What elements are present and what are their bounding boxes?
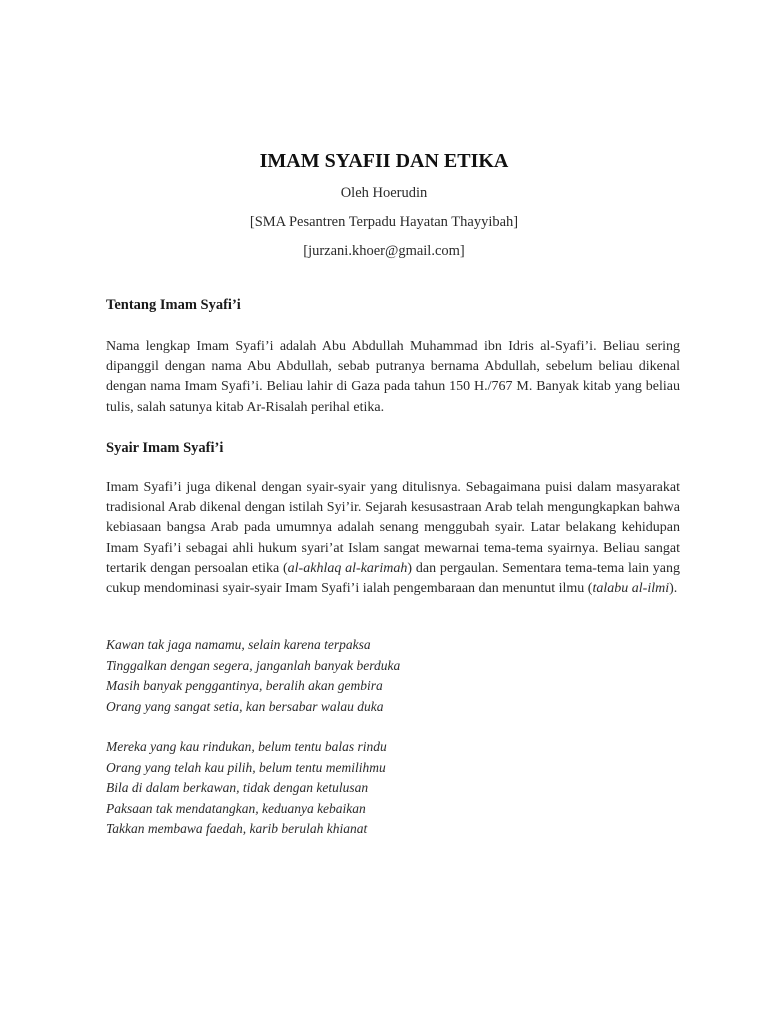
poem-stanza-1 — [106, 635, 400, 717]
paragraph-poetry — [106, 478, 680, 599]
paragraph-text: Imam Syafi’i juga dikenal dengan syair-syair yang ditulisnya. Sebagaimana puisi dalam masyarakat tradisional Arab dikenal dengan istilah Syi’ir. Sejarah kesusastraan Arab telah mengungkapkan bahwa kebiasaan bangsa Arab pada umumnya adalah senang menggubah syair. Latar belakang kehidupan Imam Syafi’i sebagai ahli hukum syari’at Islam sangat mewarnai tema-tema syairnya. Beliau sangat tertarik dengan persoalan etika ( — [106, 480, 680, 576]
poem-line: Kawan tak jaga namamu, selain karena terpaksa — [106, 637, 371, 652]
poem-line: Orang yang telah kau pilih, belum tentu memilihmu — [106, 759, 386, 775]
paragraph-about: Nama lengkap Imam Syafi’i adalah Abu Abdullah Muhammad ibn Idris al-Syafi’i. Beliau sering dipanggil dengan nama Abu Abdullah, sebab putranya bernama Abdullah, sebelum beliau dikenal dengan nama Imam Syafi’i. Beliau lahir di Gaza pada tahun 150 H./767 M. Banyak kitab yang beliau tulis, salah satunya kitab Ar-Risalah perihal etika. — [106, 339, 680, 415]
italic-term: al-akhlaq al-karimah — [287, 560, 408, 576]
poem-line: Paksaan tak mendatangkan, keduanya kebaikan — [106, 800, 366, 816]
email-line: [jurzani.khoer@gmail.com] — [303, 243, 465, 259]
poem-line: Masih banyak penggantinya, beralih akan gembira — [106, 678, 383, 693]
section-heading-about: Tentang Imam Syafi’i — [106, 297, 241, 313]
paragraph-text: ) dan pergaulan. Sementara tema-tema lain yang cukup mendominasi syair-syair Imam Syafi’i ialah pengembaraan dan menuntut ilmu ( — [106, 560, 681, 597]
poem-line: Tinggalkan dengan segera, janganlah banyak berduka — [106, 657, 401, 673]
school-line: [SMA Pesantren Terpadu Hayatan Thayyibah] — [249, 214, 519, 230]
italic-term: talabu al-ilmi — [592, 581, 670, 597]
poem-line: Bila di dalam berkawan, tidak dengan ketulusan — [106, 780, 369, 795]
poem-line: Orang yang sangat setia, kan bersabar walau duka — [106, 698, 384, 714]
section-heading-poetry: Syair Imam Syafi’i — [106, 440, 224, 456]
poem-line: Mereka yang kau rindukan, belum tentu balas rindu — [106, 739, 387, 754]
poem-stanza-2 — [106, 737, 387, 840]
author-line: Oleh Hoerudin — [340, 185, 428, 201]
document-title: IMAM SYAFII DAN ETIKA — [259, 150, 509, 172]
paragraph-text: ). — [669, 581, 678, 597]
poem-line: Takkan membawa faedah, karib berulah khianat — [106, 821, 368, 836]
